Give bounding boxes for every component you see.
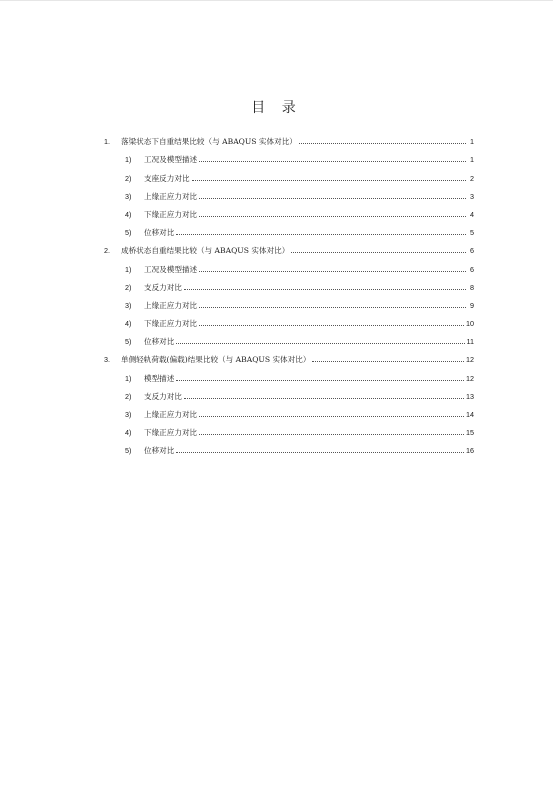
toc-title: 目 录 (251, 100, 302, 116)
toc-entry-page: 16 (466, 446, 474, 456)
toc-entry-page: 3 (470, 191, 474, 201)
toc-entry-text: 单侧轻轨荷载(偏载)结果比较（与 ABAQUS 实体对比） (121, 355, 311, 365)
toc-entry[interactable] (104, 237, 474, 255)
toc-entry-page: 12 (466, 355, 474, 365)
dot-leader (199, 215, 466, 217)
toc-entry[interactable] (104, 310, 474, 328)
toc-entry-text: 工况及模型描述 (144, 155, 198, 165)
toc-entry-number: 4) (125, 319, 132, 329)
toc-entry-number: 1. (104, 137, 110, 147)
toc-entry-number: 1) (125, 264, 132, 274)
toc-entry-page: 4 (470, 209, 474, 219)
toc-entry-page: 6 (470, 246, 474, 256)
dot-leader (299, 142, 466, 144)
dot-leader (199, 306, 466, 308)
toc-entry-page: 2 (470, 173, 474, 183)
dot-leader (199, 433, 464, 435)
toc-entry-number: 3) (125, 300, 132, 310)
dot-leader (176, 451, 464, 453)
toc-entry-page: 1 (470, 137, 474, 147)
toc-entry-text: 落梁状态下自重结果比较（与 ABAQUS 实体对比） (121, 137, 297, 147)
toc-entry[interactable] (104, 201, 474, 219)
toc-entry-text: 下缘正应力对比 (144, 428, 198, 438)
table-of-contents (104, 128, 474, 455)
toc-entry-number: 3) (125, 410, 132, 419)
toc-entry-text: 支反力对比 (144, 391, 182, 401)
toc-entry[interactable] (104, 219, 474, 237)
toc-entry-page: 14 (466, 410, 474, 419)
toc-entry-text: 下缘正应力对比 (144, 319, 198, 329)
toc-entry-page: 5 (470, 228, 474, 238)
toc-entry[interactable] (104, 419, 474, 437)
toc-entry-page: 8 (470, 282, 474, 292)
dot-leader (176, 342, 464, 344)
toc-entry-text: 位移对比 (144, 337, 175, 347)
toc-entry[interactable] (104, 437, 474, 455)
toc-entry-text: 上缘正应力对比 (144, 191, 198, 201)
toc-entry[interactable] (104, 328, 474, 346)
toc-entry[interactable] (104, 274, 474, 292)
toc-entry-number: 1) (125, 155, 132, 165)
toc-entry[interactable] (104, 128, 474, 146)
toc-entry-page: 10 (466, 319, 474, 329)
toc-entry-page: 11 (466, 337, 474, 347)
toc-entry-number: 2) (125, 391, 132, 401)
toc-entry[interactable] (104, 255, 474, 273)
toc-entry-page: 15 (466, 428, 474, 438)
dot-leader (199, 270, 466, 272)
toc-entry-page: 12 (466, 373, 474, 383)
toc-entry-number: 5) (125, 228, 132, 238)
toc-entry[interactable] (104, 401, 474, 419)
toc-entry-number: 5) (125, 337, 132, 347)
toc-entry[interactable] (104, 292, 474, 310)
dot-leader (184, 397, 464, 399)
toc-entry-text: 支座反力对比 (144, 173, 190, 183)
dot-leader (176, 379, 464, 381)
toc-entry-number: 5) (125, 446, 132, 456)
toc-entry-number: 3. (104, 355, 110, 365)
toc-entry-number: 4) (125, 209, 132, 219)
toc-entry-number: 3) (125, 191, 132, 201)
toc-entry-number: 2) (125, 173, 132, 183)
toc-entry-text: 模型描述 (144, 373, 175, 383)
toc-entry-text: 下缘正应力对比 (144, 209, 198, 219)
dot-leader (176, 233, 466, 235)
toc-entry-page: 6 (470, 264, 474, 274)
toc-entry[interactable] (104, 164, 474, 182)
dot-leader (291, 251, 466, 253)
toc-entry[interactable] (104, 146, 474, 164)
dot-leader (199, 160, 466, 162)
dot-leader (192, 179, 466, 181)
toc-entry-number: 4) (125, 428, 132, 438)
dot-leader (199, 415, 464, 417)
toc-entry-number: 1) (125, 373, 132, 383)
toc-entry-number: 2) (125, 282, 132, 292)
toc-entry-text: 位移对比 (144, 228, 175, 238)
dot-leader (184, 288, 466, 290)
toc-entry[interactable] (104, 183, 474, 201)
toc-entry-page: 9 (470, 300, 474, 310)
toc-entry-text: 支反力对比 (144, 282, 182, 292)
toc-entry-text: 上缘正应力对比 (144, 410, 198, 419)
dot-leader (199, 197, 466, 199)
toc-entry-text: 工况及模型描述 (144, 264, 198, 274)
dot-leader (312, 360, 464, 362)
toc-entry-number: 2. (104, 246, 110, 256)
toc-entry-text: 上缘正应力对比 (144, 300, 198, 310)
dot-leader (199, 324, 464, 326)
toc-entry-text: 成桥状态自重结果比较（与 ABAQUS 实体对比） (121, 246, 290, 256)
toc-entry-page: 13 (466, 391, 474, 401)
toc-entry[interactable] (104, 383, 474, 401)
toc-entry[interactable] (104, 346, 474, 364)
toc-entry[interactable] (104, 364, 474, 382)
toc-entry-text: 位移对比 (144, 446, 175, 456)
toc-entry-page: 1 (470, 155, 474, 165)
